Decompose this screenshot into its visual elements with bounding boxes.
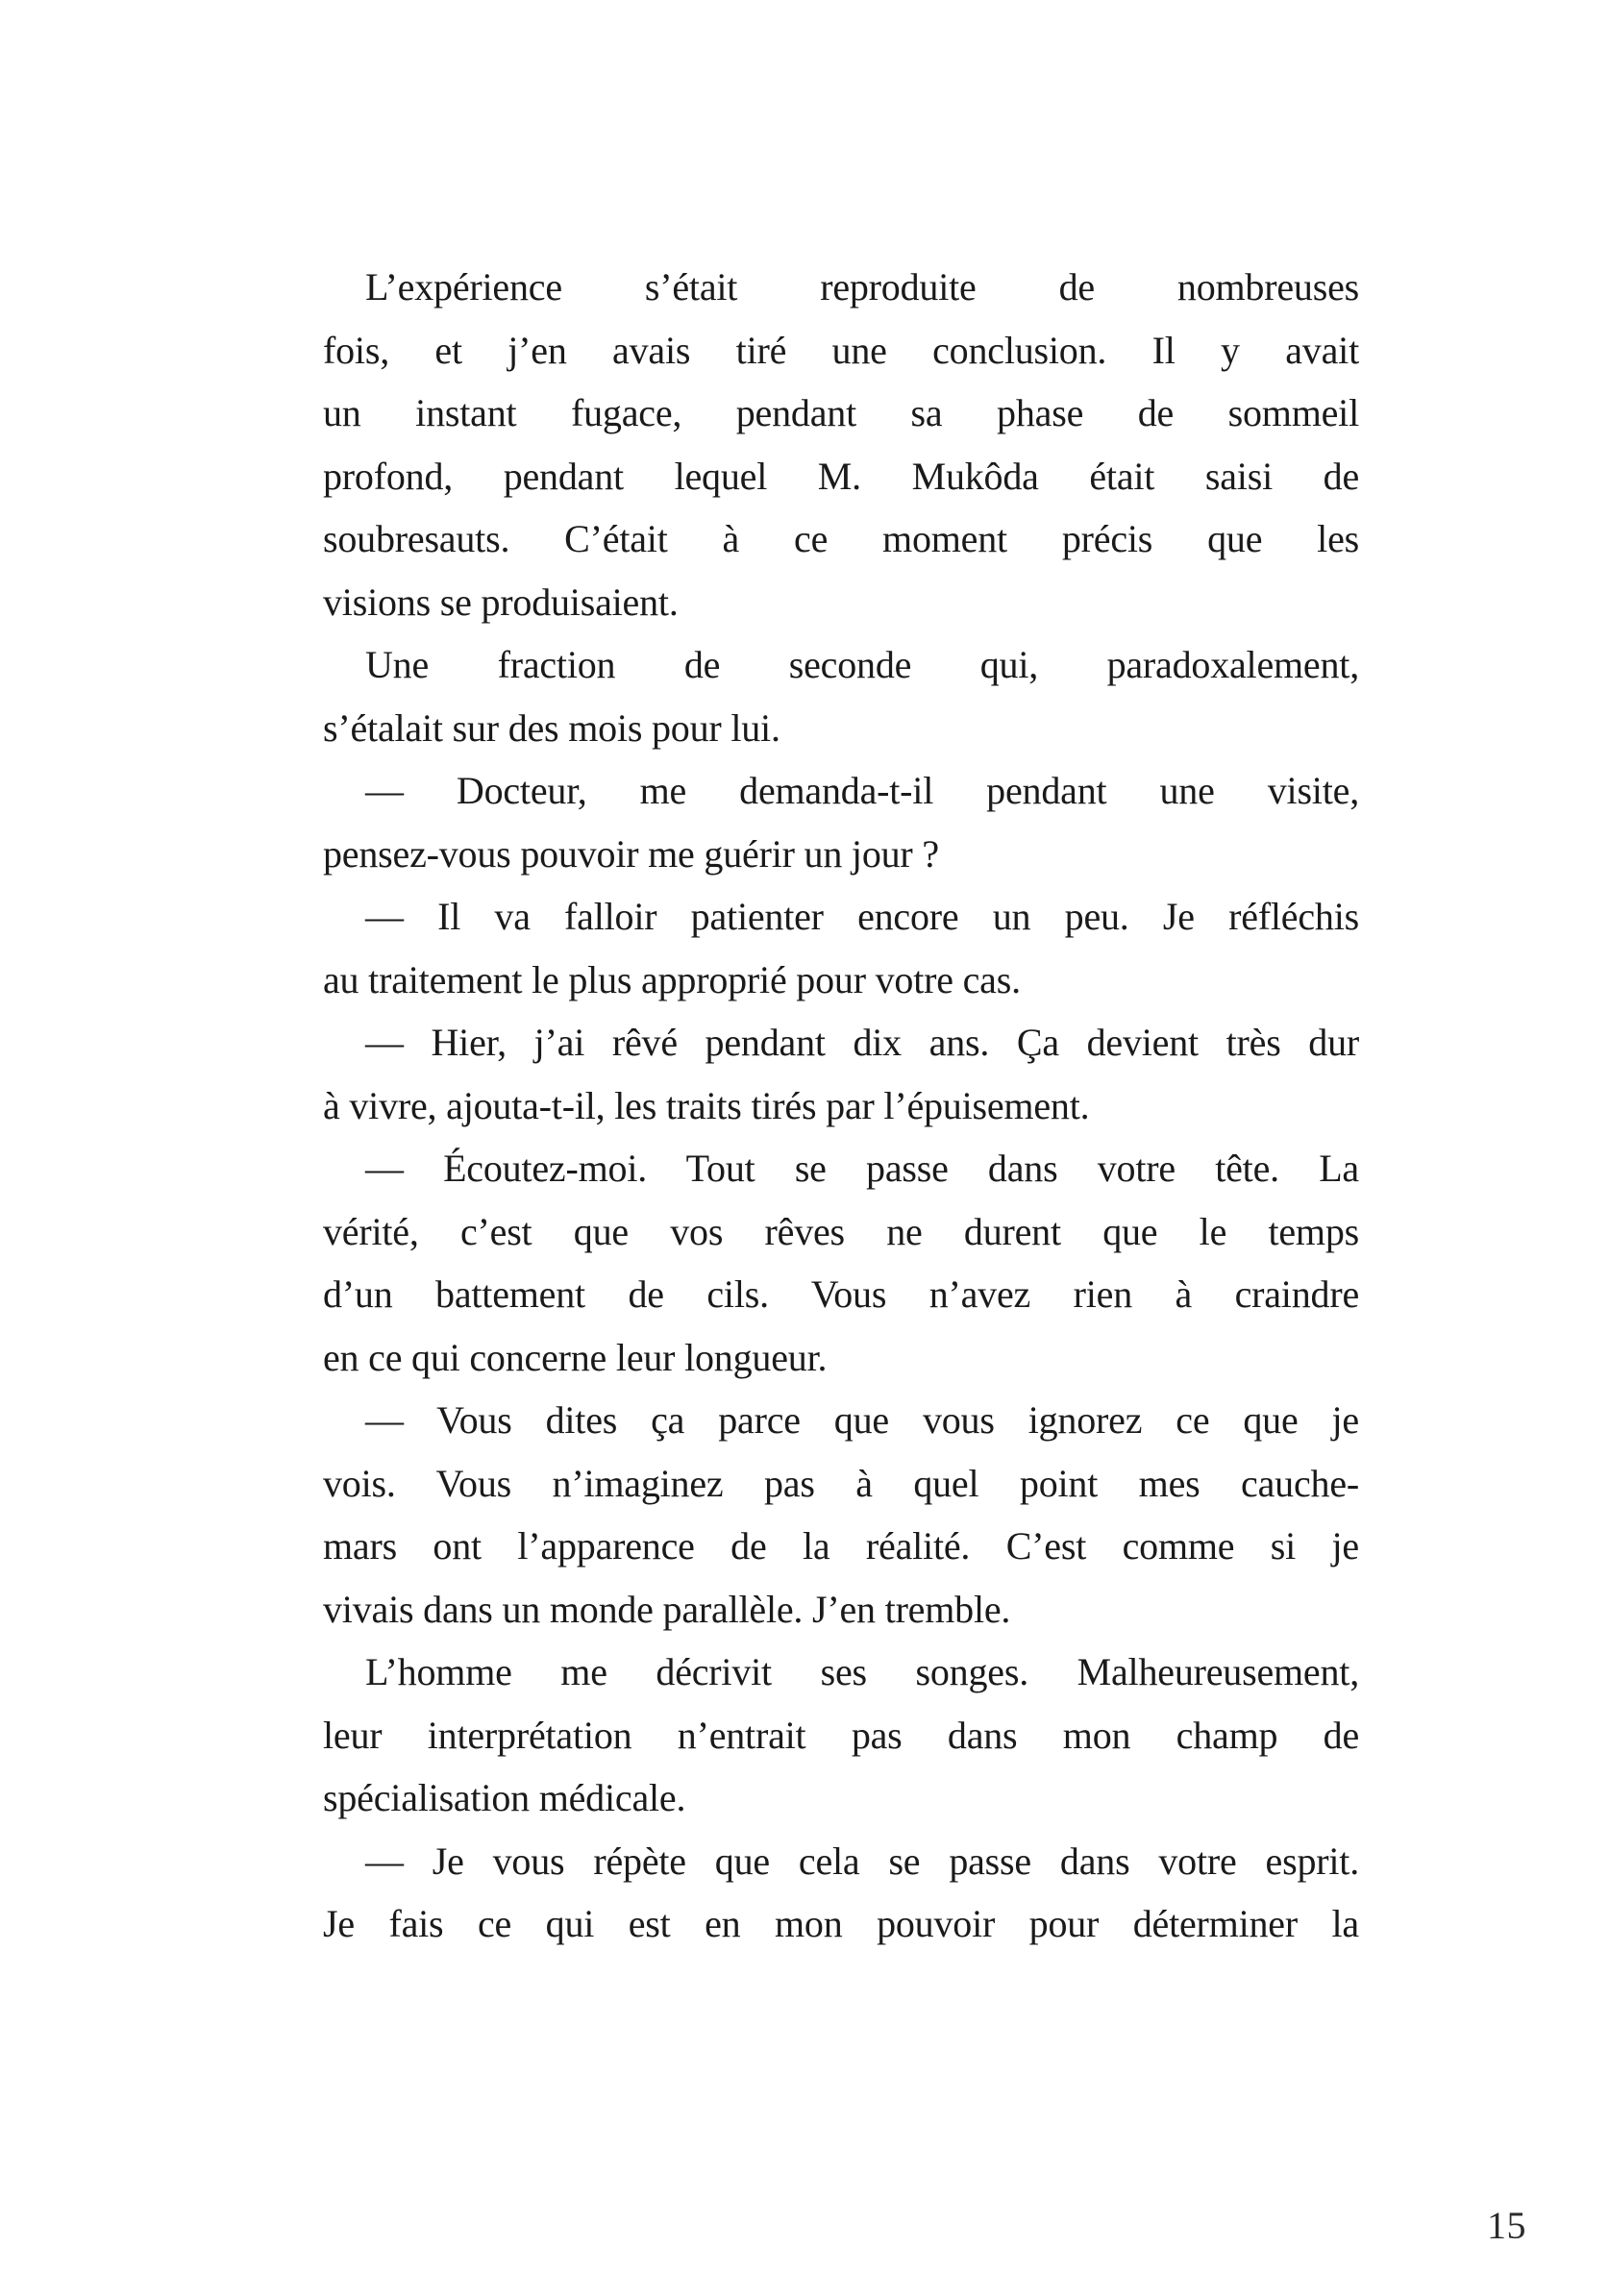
text-line: spécialisation médicale. — [323, 1776, 686, 1819]
paragraph — [323, 885, 1359, 1011]
paragraph — [323, 1830, 1359, 1956]
text-line: vois. Vous n’imaginez pas à quel point mes cauche- — [323, 1461, 1359, 1505]
text-line: Une fraction de seconde qui, paradoxalement, — [365, 643, 1359, 686]
text-line: au traitement le plus approprié pour votre cas. — [323, 957, 1021, 1001]
paragraph — [323, 759, 1359, 885]
text-line: profond, pendant lequel M. Mukôda était saisi de — [323, 454, 1359, 498]
text-line: leur interprétation n’entrait pas dans mon champ de — [323, 1713, 1359, 1757]
text-line: — Vous dites ça parce que vous ignorez ce que je — [365, 1398, 1359, 1442]
text-line: d’un battement de cils. Vous n’avez rien à craindre — [323, 1272, 1359, 1316]
text-line: mars ont l’apparence de la réalité. C’est comme si je — [323, 1524, 1359, 1568]
paragraph — [323, 256, 1359, 633]
text-line: en ce qui concerne leur longueur. — [323, 1335, 828, 1379]
text-line: vivais dans un monde parallèle. J’en tremble. — [323, 1587, 1011, 1631]
text-line: visions se produisaient. — [323, 580, 679, 624]
text-line: fois, et j’en avais tiré une conclusion. Il y avait — [323, 328, 1359, 372]
text-line: L’expérience s’était reproduite de nombreuses — [365, 265, 1359, 309]
text-line: pensez-vous pouvoir me guérir un jour ? — [323, 831, 939, 876]
text-line: — Je vous répète que cela se passe dans votre esprit. — [365, 1839, 1359, 1883]
text-line: un instant fugace, pendant sa phase de sommeil — [323, 391, 1359, 434]
text-line: soubresauts. C’était à ce moment précis que les — [323, 517, 1359, 560]
paragraph — [323, 633, 1359, 759]
text-line: — Il va falloir patienter encore un peu. Je réfléchis — [365, 895, 1359, 938]
text-line: s’étalait sur des mois pour lui. — [323, 705, 780, 750]
paragraph — [323, 1389, 1359, 1641]
text-line: à vivre, ajouta-t-il, les traits tirés par l’épuisement. — [323, 1083, 1090, 1127]
text-line: vérité, c’est que vos rêves ne durent que le temps — [323, 1209, 1359, 1253]
text-line: Je fais ce qui est en mon pouvoir pour déterminer la — [323, 1902, 1359, 1945]
page-number: 15 — [1487, 2204, 1526, 2247]
paragraph — [323, 1011, 1359, 1137]
text-line: L’homme me décrivit ses songes. Malheureusement, — [365, 1650, 1359, 1693]
body-text — [323, 256, 1359, 1956]
text-line: — Écoutez-moi. Tout se passe dans votre tête. La — [365, 1147, 1359, 1190]
text-line: — Docteur, me demanda-t-il pendant une visite, — [365, 769, 1359, 812]
text-line: — Hier, j’ai rêvé pendant dix ans. Ça devient très dur — [365, 1021, 1359, 1064]
paragraph — [323, 1641, 1359, 1830]
paragraph — [323, 1137, 1359, 1389]
